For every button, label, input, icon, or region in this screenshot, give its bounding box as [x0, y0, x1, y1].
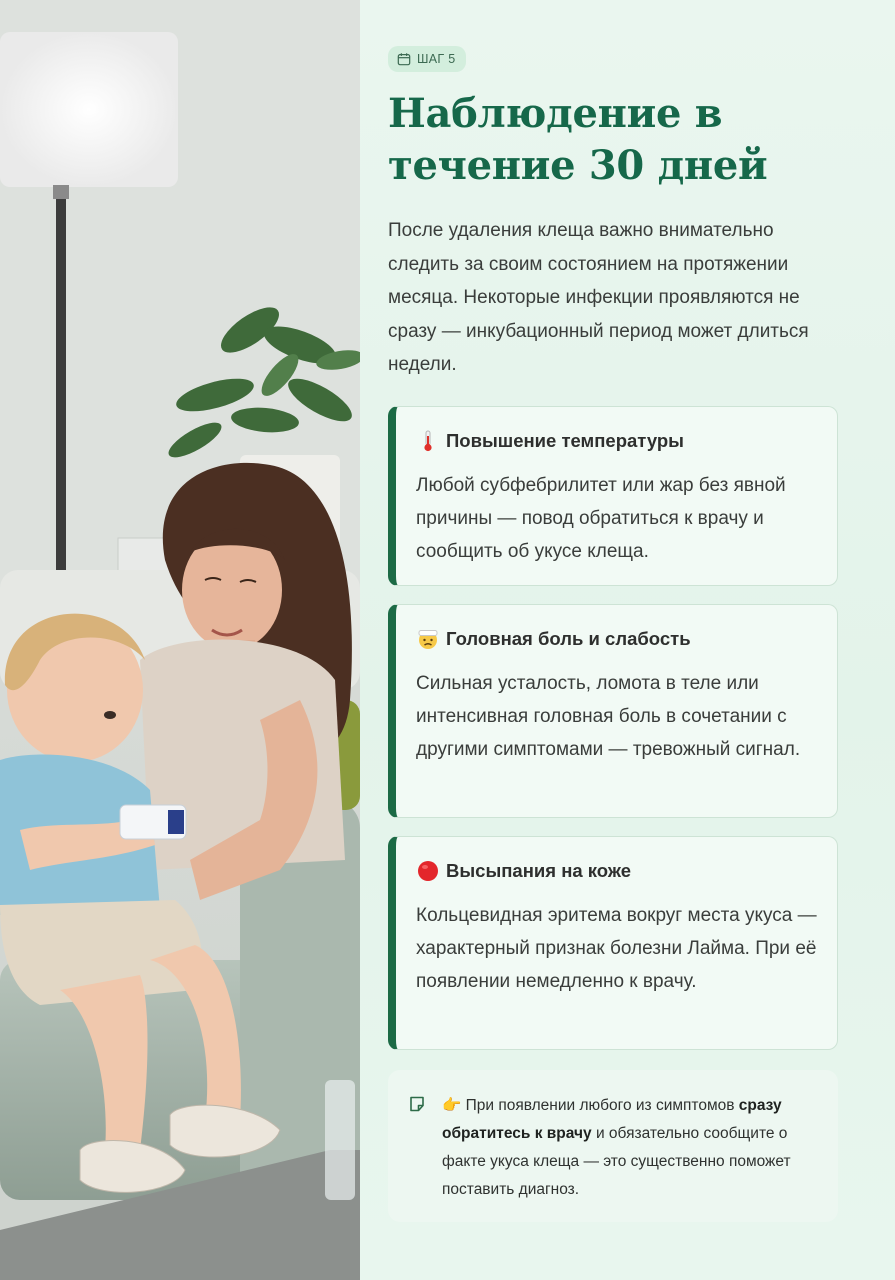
note-lead: 👉 При появлении любого из симптомов: [442, 1096, 739, 1114]
symptom-card-title: Высыпания на коже: [446, 859, 632, 881]
hero-photo: [0, 0, 360, 1280]
symptom-card-fever: [388, 406, 838, 586]
symptom-card-header: [416, 623, 817, 655]
note-text: [442, 1092, 820, 1204]
note-icon: [408, 1095, 426, 1113]
symptom-card-text: Сильная усталость, ломота в теле или интенсивная головная боль в сочетании с другими симптомами — тревожный сигнал.: [416, 672, 801, 760]
symptom-card-rash: [388, 836, 838, 1050]
step-label: ШАГ 5: [417, 52, 456, 66]
sick-face-icon: [416, 627, 440, 651]
calendar-icon: [397, 52, 411, 66]
intro-text: После удаления клеща важно внимательно следить за своим состоянием на протяжении месяца. Некоторые инфекции проявляются не сразу — инкубационный период может длиться недели.: [388, 220, 809, 375]
doctor-note: [388, 1070, 838, 1222]
step-badge: [388, 46, 466, 72]
page-title: Наблюдение в течение 30 дней: [388, 90, 768, 189]
symptom-card-header: [416, 855, 817, 887]
symptom-card-title: Повышение температуры: [446, 429, 684, 451]
thermometer-icon: [416, 429, 440, 453]
symptom-card-text: Любой субфебрилитет или жар без явной причины — повод обратиться к врачу и сообщить об укусе клеща.: [416, 474, 786, 562]
symptom-card-header: [416, 425, 817, 457]
content-panel: [360, 0, 895, 1280]
mother-child-illustration: [0, 0, 360, 1280]
red-circle-icon: [416, 859, 440, 883]
symptom-card-title: Головная боль и слабость: [446, 627, 691, 649]
note-tail: и обязательно сообщите о факте укуса клеща — это существенно поможет поставить диагноз.: [442, 1124, 791, 1198]
symptom-card-headache: [388, 604, 838, 818]
symptom-card-text: Кольцевидная эритема вокруг места укуса — характерный признак болезни Лайма. При её появлении немедленно к врачу.: [416, 904, 817, 992]
note-emphasis: сразу обратитесь к врачу: [442, 1096, 782, 1142]
